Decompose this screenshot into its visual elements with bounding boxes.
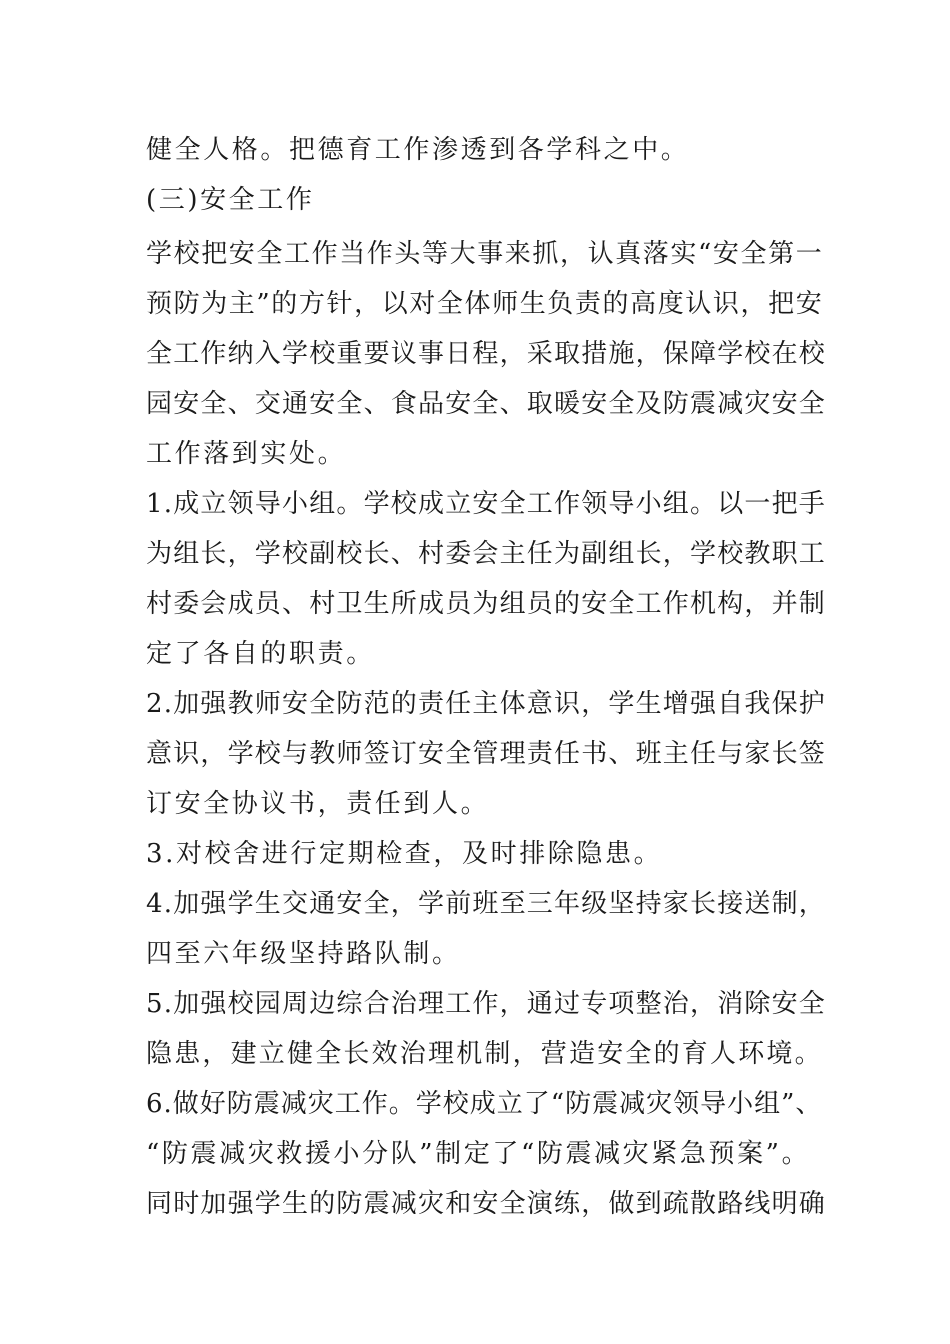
text-line: 学校把安全工作当作头等大事来抓，认真落实“安全第一 bbox=[146, 239, 824, 269]
text-line: 预防为主”的方针，以对全体师生负责的高度认识，把安 bbox=[146, 289, 824, 319]
text-line: 5.加强校园周边综合治理工作，通过专项整治，消除安全 bbox=[146, 989, 827, 1019]
text-line: “防震减灾救援小分队”制定了“防震减灾紧急预案”。 bbox=[146, 1139, 811, 1169]
text-line: 隐患，建立健全长效治理机制，营造安全的育人环境。 bbox=[146, 1039, 823, 1069]
text-line: 意识，学校与教师签订安全管理责任书、班主任与家长签 bbox=[146, 739, 827, 769]
text-line: 6.做好防震减灾工作。学校成立了“防震减灾领导小组”、 bbox=[146, 1089, 823, 1119]
text-line: 村委会成员、村卫生所成员为组员的安全工作机构，并制 bbox=[146, 589, 827, 619]
text-line: 定了各自的职责。 bbox=[146, 639, 375, 669]
text-line: 4.加强学生交通安全，学前班至三年级坚持家长接送制， bbox=[146, 889, 827, 919]
text-line: 园安全、交通安全、食品安全、取暖安全及防震减灾安全 bbox=[146, 389, 827, 419]
text-line: 2.加强教师安全防范的责任主体意识，学生增强自我保护 bbox=[146, 689, 827, 719]
text-line: 订安全协议书，责任到人。 bbox=[146, 789, 490, 819]
text-line: 健全人格。把德育工作渗透到各学科之中。 bbox=[146, 135, 690, 165]
text-line: 1.成立领导小组。学校成立安全工作领导小组。以一把手 bbox=[146, 489, 827, 519]
text-line: 四至六年级坚持路队制。 bbox=[146, 939, 461, 969]
text-line: 3.对校舍进行定期检查，及时排除隐患。 bbox=[146, 839, 663, 869]
section-heading: (三)安全工作 bbox=[146, 185, 315, 215]
text-line: 为组长，学校副校长、村委会主任为副组长，学校教职工 bbox=[146, 539, 827, 569]
text-line: 工作落到实处。 bbox=[146, 439, 347, 469]
text-line: 同时加强学生的防震减灾和安全演练，做到疏散路线明确 bbox=[146, 1189, 827, 1219]
text-line: 全工作纳入学校重要议事日程，采取措施，保障学校在校 bbox=[146, 339, 827, 369]
